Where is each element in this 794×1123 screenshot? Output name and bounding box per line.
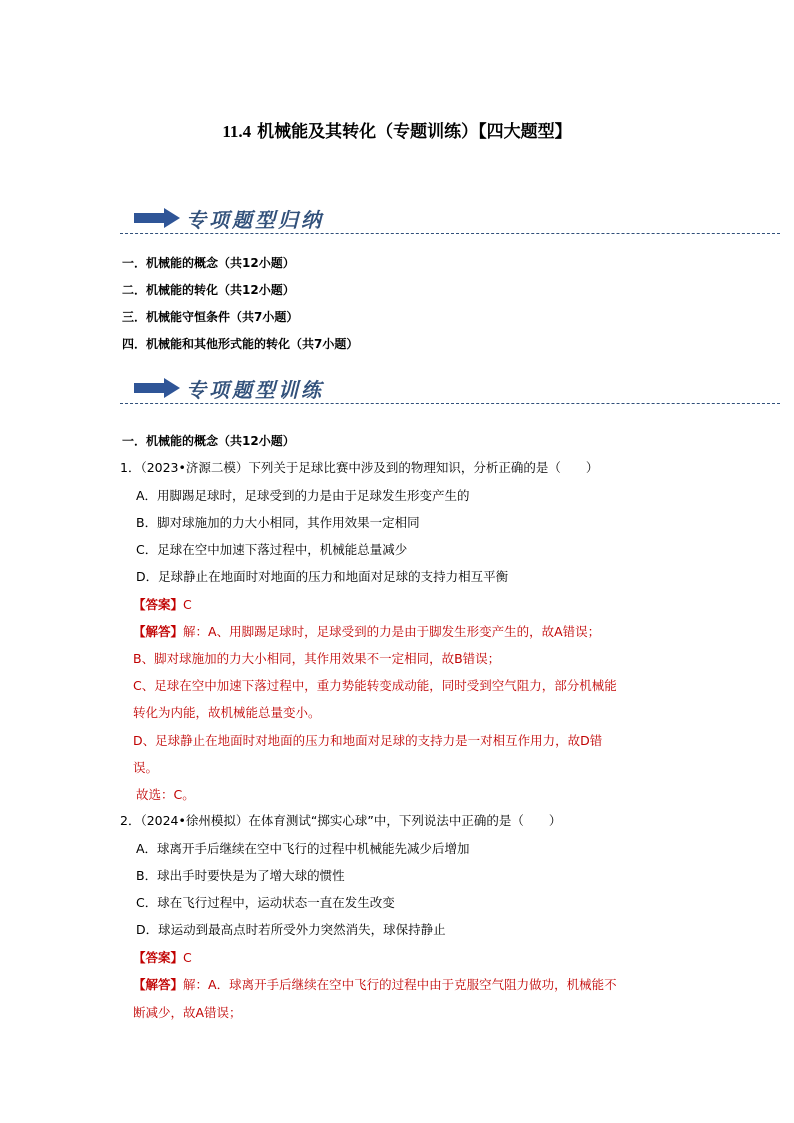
- question-1-analysis-line-5: D、足球静止在地面时对地面的压力和地面对足球的支持力是一对相互作用力，故D错: [133, 733, 603, 748]
- question-1-analysis-line-2: B、脚对球施加的力大小相同，其作用效果不一定相同，故B错误；: [133, 651, 501, 666]
- answer-value: C: [183, 597, 192, 612]
- question-2-analysis-line-2: 断减少，故A错误；: [133, 1005, 242, 1020]
- title-text: 机械能及其转化（专题训练）【四大题型】: [251, 122, 572, 142]
- section-banner-summary: [120, 200, 780, 236]
- question-2-answer: [133, 948, 192, 966]
- answer-value: C: [183, 950, 192, 965]
- section-banner-training: [120, 370, 780, 406]
- question-1-option-c: C．足球在空中加速下落过程中，机械能总量减少: [136, 542, 408, 557]
- question-1-answer: [133, 595, 192, 613]
- analysis-text: 解：A、用脚踢足球时，足球受到的力是由于脚发生形变产生的，故A错误；: [183, 624, 601, 639]
- analysis-label: 【解答】: [133, 977, 184, 992]
- question-1-option-a: A．用脚踢足球时，足球受到的力是由于足球发生形变产生的: [136, 488, 470, 503]
- page-title: [0, 117, 794, 142]
- question-2-stem: 2．（2024•徐州模拟）在体育测试“掷实心球”中，下列说法中正确的是（ ）: [120, 813, 562, 828]
- section-heading: 一．机械能的概念（共12小题）: [122, 434, 295, 448]
- question-1-choice: 故选：C。: [136, 787, 195, 802]
- question-1-option-b: B．脚对球施加的力大小相同，其作用效果一定相同: [136, 515, 420, 530]
- arrow-right-icon: [134, 378, 180, 398]
- banner-title-summary: 专项题型归纳: [186, 208, 324, 232]
- question-1-analysis-line-3: C、足球在空中加速下落过程中，重力势能转变成动能，同时受到空气阻力，部分机械能: [133, 678, 617, 693]
- analysis-text: 解：A．球离开手后继续在空中飞行的过程中由于克服空气阻力做功，机械能不: [183, 977, 617, 992]
- toc-item-2: 二．机械能的转化（共12小题）: [122, 283, 295, 297]
- dashed-divider: [120, 233, 780, 234]
- question-1-option-d: D．足球静止在地面时对地面的压力和地面对足球的支持力相互平衡: [136, 569, 509, 584]
- question-1-stem: 1．（2023•济源二模）下列关于足球比赛中涉及到的物理知识，分析正确的是（ ）: [120, 460, 599, 475]
- question-2-option-b: B．球出手时要快是为了增大球的惯性: [136, 868, 345, 883]
- question-2-option-c: C．球在飞行过程中，运动状态一直在发生改变: [136, 895, 395, 910]
- answer-label: 【答案】: [133, 597, 184, 612]
- dashed-divider: [120, 403, 780, 404]
- answer-label: 【答案】: [133, 950, 184, 965]
- question-2-analysis-line-1: [133, 975, 617, 993]
- question-1-analysis-line-1: [133, 622, 600, 640]
- question-2-option-a: A．球离开手后继续在空中飞行的过程中机械能先减少后增加: [136, 841, 470, 856]
- title-number: 11.4: [222, 122, 252, 141]
- toc-item-1: 一．机械能的概念（共12小题）: [122, 256, 295, 270]
- toc-item-3: 三．机械能守恒条件（共7小题）: [122, 310, 299, 324]
- question-1-analysis-line-6: 误。: [133, 760, 159, 775]
- banner-title-training: 专项题型训练: [186, 378, 324, 402]
- arrow-right-icon: [134, 208, 180, 228]
- question-2-option-d: D．球运动到最高点时若所受外力突然消失，球保持静止: [136, 922, 446, 937]
- analysis-label: 【解答】: [133, 624, 184, 639]
- toc-item-4: 四．机械能和其他形式能的转化（共7小题）: [122, 337, 359, 351]
- question-1-analysis-line-4: 转化为内能，故机械能总量变小。: [133, 705, 321, 720]
